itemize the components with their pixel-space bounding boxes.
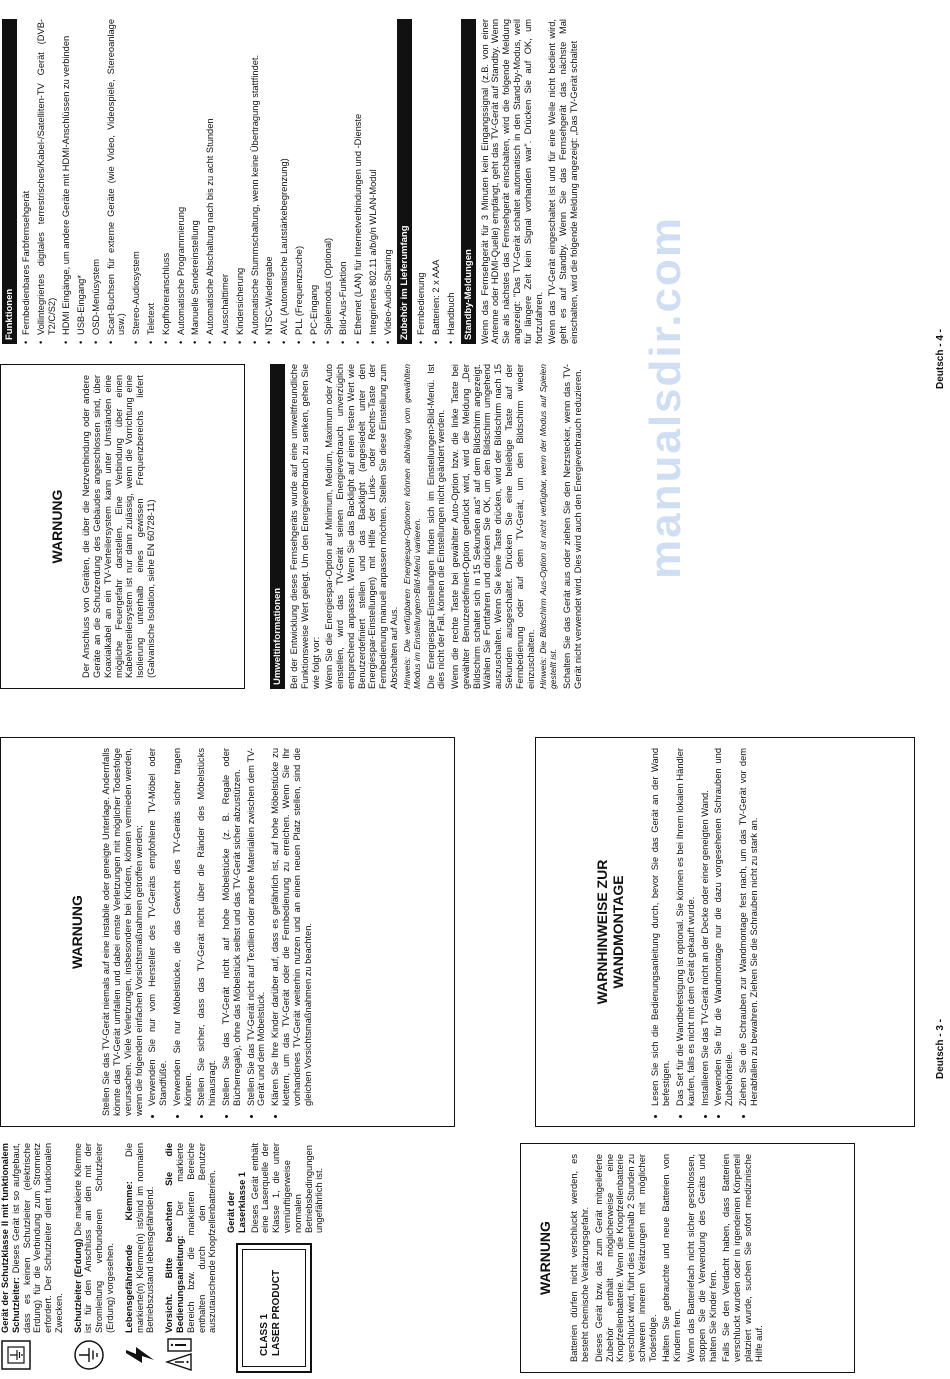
umwelt-p3: Die Energiespar-Einstellungen finden sich im Einstellungen>Bild-Menü. Ist dies nicht der Fall, können die Einstellungen nicht geändert werden.	[425, 364, 447, 689]
list-item: • NTSC-Wiedergabe	[264, 19, 275, 344]
standby-p1: Wenn das Fernsehgerät für 3 Minuten kein Eingangssignal (z.B. von einer Antenne oder HDMI-Quelle) empfängt, geht das TV-Gerät auf Standby. Wenn Sie als nächstes das Fernsehgerät einschalten, wird die folgende Meldung angezeigt: "Das TV-Gerät schaltet automatisch in den Stand-by-Modus, weil für längere Zeit kein Signal vorhanden war". Drücken Sie auf OK, um fortzufahren.	[479, 19, 544, 344]
laser-title: Gerät der Laserklasse 1	[226, 1172, 247, 1233]
lightning-bolt-icon	[124, 1339, 156, 1371]
list-item: • Automatische Stummschaltung, wenn keine Übertragung stattfindet.	[250, 19, 261, 344]
list-item: • Stellen Sie sicher, dass das TV-Gerät nicht über die Ränder des Möbelstücks hinausragt.	[196, 748, 218, 1106]
list-item: • Ausschalttimer	[220, 19, 231, 344]
page-3	[0, 729, 946, 1379]
standby-p2: Wenn das TV-Gerät eingeschaltet ist und für eine Weile nicht bedient wird, geht es auf Standby. Wenn Sie das Fernsehgerät das nächste Mal einschalten, wird die folgende Meldung angezeigt: „Das TV-Gerät schaltet	[547, 19, 579, 344]
list-item: • Stellen Sie das TV-Gerät nicht auf hohe Möbelstücke (z. B. Regale oder Bücherregale), ohne das Möbelstück selbst und das TV-Gerät sicher abzustützen.	[221, 748, 243, 1106]
wall-warning-title-line2: WANDMONTAGE	[610, 875, 627, 989]
list-item: • HDMI Eingänge, um andere Geräte mit HDMI-Anschlüssen zu verbinden	[61, 19, 72, 344]
zubehoer-list	[416, 19, 456, 344]
umwelt-closing: Schalten Sie das Gerät aus oder ziehen Sie den Netzstecker, wenn das TV-Gerät nicht verwendet wird. Dies wird auch den Energieverbrauch reduzieren.	[562, 364, 583, 689]
list-item: • Vollintegriertes digitales terrestrisches/Kabel-/Satelliten-TV Gerät (DVB-T2/C/S2)	[36, 19, 58, 344]
battery-warning-p1: Batterien dürfen nicht verschluckt werden, es besteht chemische Verätzungsgefahr.	[569, 1154, 591, 1362]
laser-info	[226, 1143, 328, 1233]
battery-warning-p4: Wenn das Batteriefach nicht sicher geschlossen, stoppen Sie die Verwendung des Geräts und halten Sie Kinder fern.	[686, 1154, 718, 1362]
wall-warning-title-line1: WARNHINWEISE ZUR	[594, 859, 610, 1005]
symbol-earth-text: Die markierte Klemme ist für den Anschluss an den mit der Stromleitung verbundenen Schutzleiter (Erdung) vorgesehen.	[72, 1143, 116, 1333]
umwelt-heading: Umweltinformationen	[270, 364, 285, 689]
symbol-lightning-text: Die markierte(n) Klemme(n) ist/sind im normalen Betriebszustand lebensgefährdend.	[123, 1143, 156, 1333]
list-item: • Fernbedienbares Farbfernsehgerät	[21, 19, 32, 344]
list-item: • Integriertes 802.11 a/b/g/n WLAN-Modul	[368, 19, 379, 344]
page3-column-1	[0, 1143, 346, 1373]
laser-text: Dieses Gerät enthält eine Laserquelle der Klasse 1, die unter vernünftigerweise normalen Betriebsbedingungen ungefährlich ist.	[249, 1143, 325, 1233]
network-warning-text: Der Anschluss von Geräten, die über die Netzverbindung oder andere Geräte an die Schutzerdung des Gebäudes angeschlossen sind, über Koaxialkabel an ein TV-Verteilersystem kann unter Umständen eine mögliche Feuergefahr darstellen. Eine Verbindung über einen Kabelverteilersystem ist nur dann zulässig, wenn die Vorrichtung eine Isolierung unterhalb eines gewissen Frequenzbereichs liefert (Galvanische Isolation, siehe EN 60728-11)	[81, 375, 156, 678]
stability-warning-list	[147, 748, 313, 1116]
symbol-lightning-title: Lebensgefährdende Klemme:	[123, 1181, 134, 1333]
list-item: • Verwenden Sie nur Möbelstücke, die das Gewicht des TV-Geräts sicher tragen können.	[172, 748, 194, 1106]
list-item: • Automatische Programmierung	[176, 19, 187, 344]
list-item: • Das Set für die Wandbefestigung ist optional. Sie können es bei Ihrem lokalen Händler kaufen, falls es nicht mit dem Gerät gekauft wurde.	[675, 748, 697, 1106]
battery-warning-p5: Falls Sie den Verdacht haben, dass Batterien verschluckt wurden oder in irgendeinen Körperteil platziert wurde, suchen Sie sofort medizinische Hilfe auf.	[721, 1154, 764, 1362]
page4-column-1	[0, 364, 587, 689]
list-item: • Scart-Buchsen für externe Geräte (wie Video, Videospiele, Stereoanlage usw.)	[106, 19, 128, 344]
page4-footer: Deutsch - 4 -	[935, 328, 946, 389]
list-item: • Lesen Sie sich die Bedienungsanleitung durch, bevor Sie das Gerät an der Wand befestigen.	[650, 748, 672, 1106]
funktionen-list	[21, 19, 393, 344]
list-item: • Stellen Sie das TV-Gerät nicht auf Textilien oder andere Materialien zwischen dem TV-Gerät und dem Möbelstück.	[246, 748, 268, 1106]
battery-warning-p3: Halten Sie gebrauchte und neue Batterien von Kindern fern.	[661, 1154, 683, 1362]
list-item: • Fernbedienung	[416, 19, 427, 344]
laser-label	[236, 1243, 312, 1373]
list-item: • OSD-Menüsystem	[91, 19, 102, 344]
list-item: • Video-Audio-Sharing	[383, 19, 394, 344]
page4-column-2	[0, 19, 583, 344]
laser-label-line1: CLASS 1	[259, 1313, 271, 1356]
symbol-manual-text: Der markierte Bereich bzw. die markierten Bereiche enthalten durch den Benutzer auszutauschende Knopfzellenbatterien.	[174, 1143, 218, 1333]
list-item: • Klären Sie Ihre Kinder darüber auf, dass es gefährlich ist, auf hohe Möbelstücke zu klettern, um das TV-Gerät oder die Fernbedienung zu erreichen. Wenn Sie Ihr vorhandenes TV-Gerät weiterhin nutzen und an einen neuen Platz stellen, sind die gleichen Vorsichtsmaßnahmen zu beachten.	[270, 748, 313, 1106]
umwelt-p2: Wenn Sie die Energiespar-Option auf Minimum, Medium, Maximum oder Auto einstellen, wird das TV-Gerät seinen Energieverbrauch unverzüglich entsprechend anpassen. Wenn Sie das Backlight auf einen festen Wert wie Benutzerdefiniert stellen und das Backlight (angesiedelt unter den Energiespar-Einstellungen) mit Hilfe der Links- oder Rechts-Taste der Fernbedienung manuell anpassen möchten. Stellen Sie diese Einstellung zum Abschalten auf Aus.	[324, 364, 400, 689]
watermark: manualsdir.com	[641, 215, 690, 579]
list-item: • USB-Eingang*	[76, 19, 87, 344]
list-item: • PLL (Frequenzsuche)	[294, 19, 305, 344]
battery-warning-p2: Dieses Gerät bzw. das zum Gerät mitgelieferte Zubehör enthält möglicherweise eine Knopfzellenbatterie. Wenn die Knopfzellenbatterie verschluckt wird, führt dies innerhalb 2 Stunden zu schweren inneren Verätzungen mit möglicher Todesfolge.	[593, 1154, 658, 1362]
symbol-lightning	[124, 1143, 156, 1373]
list-item: • Verwenden Sie für die Wandmontage nur die dazu vorgesehenen Schrauben und Zubehörteile.	[713, 748, 735, 1106]
wall-warning-title	[594, 748, 626, 1116]
list-item: • AVL (Automatische Lautstärkebegrenzung)	[279, 19, 290, 344]
page3-footer: Deutsch - 3 -	[935, 1018, 946, 1079]
list-item: • Automatische Abschaltung nach bis zu acht Stunden	[205, 19, 216, 344]
list-item: • Manuelle Sendereinstellung	[190, 19, 201, 344]
symbol-class2-title: Gerät der Schutzklasse II mit funktionalem Schutzleiter:	[0, 1143, 21, 1333]
umwelt-note1: Hinweis: Die verfügbaren Energiespar-Optionen können abhängig vom gewählten Modus im Einstellungen>Bild-Menü variieren.	[401, 364, 422, 689]
symbol-class2	[0, 1143, 65, 1373]
funktionen-heading: Funktionen	[2, 19, 17, 344]
wall-warning-box	[535, 737, 915, 1127]
symbol-class2-text: Dieses Gerät ist so aufgebaut, dass es keinen Schutzleiter (elektrische Erdung) für die Verbindung zum Stromnetz erfordert. Der Schutzleiter dient funktionalen Zwecken.	[10, 1143, 64, 1333]
list-item: • Installieren Sie das TV-Gerät nicht an der Decke oder einer geneigten Wand.	[700, 748, 711, 1106]
umwelt-note2: Hinweis: Die Bildschirm Aus-Option ist nicht verfügbar, wenn der Modus auf Spielen gestellt ist.	[538, 364, 559, 689]
list-item: • PC-Eingang	[309, 19, 320, 344]
umwelt-p4: Wenn die rechte Taste bei gewählter Auto-Option bzw. die linke Taste bei gewählter Benutzerdefiniert-Option gedrückt wird, wird die Meldung „Der Bildschirm schaltet sich in 15 Sekunden aus“ auf dem Bildschirm angezeigt. Wählen Sie Fortfahren und drücken Sie OK, um den Bildschirm umgehend auszuschalten. Wenn Sie keine Taste drücken, wird der Bildschirm nach 15 Sekunden ausgeschaltet. Drücken Sie eine beliebige Taste auf der Fernbedienung oder auf dem TV-Gerät, um den Bildschirm wieder einzuschalten.	[450, 364, 536, 689]
list-item: • Ziehen Sie die Schrauben zur Wandmontage fest nach, um das TV-Gerät vor dem Herabfallen zu bewahren. Ziehen Sie die Schrauben nicht zu stark an.	[738, 748, 760, 1106]
list-item: • Kindersicherung	[235, 19, 246, 344]
battery-warning-box	[520, 1143, 855, 1373]
list-item: • Verwenden Sie nur vom Hersteller des TV-Geräts empfohlene TV-Möbel oder Standfüße.	[147, 748, 169, 1106]
warning-book-icon	[164, 1337, 194, 1371]
class2-double-square-icon	[0, 1339, 32, 1371]
laser-label-line2: LASER PRODUCT	[271, 1269, 283, 1356]
list-item: • Stereo-Audiosystem	[131, 19, 142, 344]
network-warning-title: WARNUNG	[49, 489, 65, 564]
symbol-earth-title: Schutzleiter (Erdung)	[72, 1238, 83, 1333]
standby-heading: Standby-Meldungen	[461, 19, 476, 344]
symbol-manual-title: Vorsicht. Bitte beachten Sie die Bedienungsanleitung:	[164, 1143, 185, 1333]
protective-earth-icon	[73, 1339, 105, 1371]
symbol-manual	[164, 1143, 218, 1373]
umwelt-p1: Bei der Entwicklung dieses Fernsehgeräts wurde auf eine umweltfreundliche Funktionsweise Wert gelegt. Um den Energieverbrauch zu senken, gehen Sie wie folgt vor:	[289, 364, 321, 689]
battery-warning-title: WARNUNG	[537, 1221, 553, 1295]
list-item: • Handbuch	[446, 19, 457, 344]
laser-block	[226, 1143, 346, 1373]
stability-warning-box	[0, 737, 455, 1127]
list-item: • Ethernet (LAN) für Internetverbindungen und -Dienste	[353, 19, 364, 344]
symbol-earth	[73, 1143, 116, 1373]
zubehoer-heading: Zubehör im Lieferumfang	[397, 19, 412, 344]
network-warning-box	[0, 364, 245, 689]
wall-warning-list	[650, 748, 759, 1116]
list-item: • Spielemodus (Optional)	[323, 19, 334, 344]
list-item: • Bild-Aus-Funktion	[338, 19, 349, 344]
list-item: • Batterien: 2 x AAA	[431, 19, 442, 344]
stability-warning-intro: Stellen Sie das TV-Gerät niemals auf eine instabile oder geneigte Unterlage. Andernfalls könnte das TV-Gerät umfallen und dabei ernste Verletzungen mit möglicher Todesfolge verursachen. Viele Verletzungen, insbesondere bei Kindern, können vermieden werden, wenn die folgenden einfachen Vorsichtsmaßnahmen getroffen werden;	[101, 748, 144, 1116]
umwelt-section	[270, 364, 584, 689]
list-item: • Kopfhöreranschluss	[161, 19, 172, 344]
stability-warning-title: WARNUNG	[69, 895, 85, 969]
page-4	[0, 0, 946, 689]
list-item: • Teletext	[146, 19, 157, 344]
